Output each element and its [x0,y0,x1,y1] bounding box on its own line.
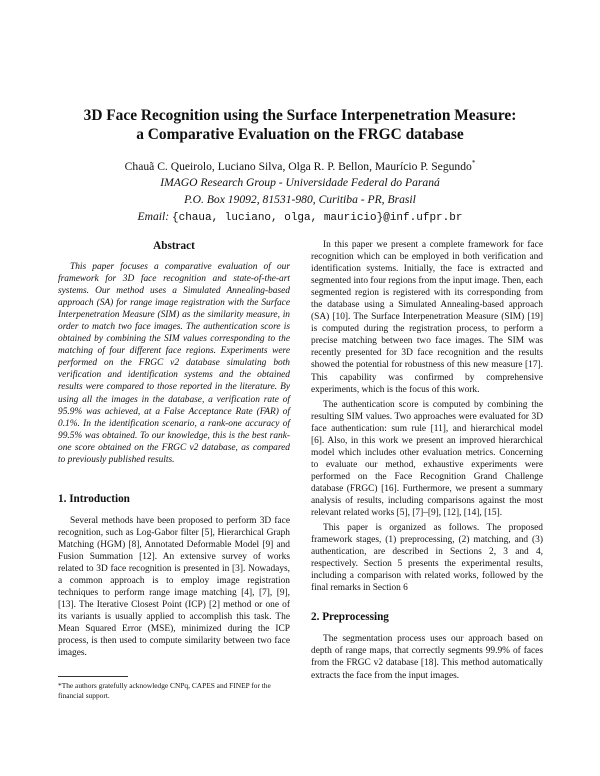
author-address: P.O. Box 19092, 81531-980, Curitiba - PR, Brasil [184,193,416,207]
abstract-text: This paper focuses a comparative evaluation of our framework for 3D face recognition and state-of-the-art systems. Our method uses a Simulated Annealing-based approach (SA) for range image registration with the Surface Interpenetration Measure (SIM) as the similarity measure, in order to match two face images. The authentication score is obtained by combining the SIM values corresponding to the matching of four different face regions. Experiments were performed on the FRGC v2 database simulating both verification and identification systems and the obtained results were compared to those reported in the literature. By using all the images in the database, a verification rate of 95.9% was achieved, at a False Acceptance Rate (FAR) of 0.1%. In the identification scenario, a rank-one accuracy of 99.5% was obtained. To our knowledge, this is the best rank-one score obtained on the FRGC v2 database, as compared to previously published results. [58,262,290,465]
email-label: Email: [137,209,170,223]
introduction-paragraph-1: Several methods have been proposed to perform 3D face recognition, such as Log-Gabor filter [5], Hierarchical Graph Matching (HGM) [8], Annotated Deformable Model [9] and Fusion Summation [12]. An extensive survey of works related to 3D face recognition is presented in [3]. Nowadays, a common approach is to employ image registration techniques to perform range image matching [4], [7], [9], [13]. The Iterative Closest Point (ICP) [2] method or one of its variants is usually applied to accomplish this task. The Mean Squared Error (MSE), minimized during the ICP process, is then used to compute similarity between two face images. [58,515,290,659]
author-names [40,155,560,175]
title-line-2: a Comparative Evaluation on the FRGC database [136,126,464,143]
footnote: *The authors gratefully acknowledge CNPq, CAPES and FINEP for the financial support. [58,681,271,700]
footnote-rule [58,676,128,677]
author-affiliation: IMAGO Research Group - Universidade Federal do Paraná [160,176,440,190]
preprocessing-paragraph-1: The segmentation process uses our approach based on depth of range maps, that correctly segments 99.9% of faces from the FRGC v2 database [18]. This method automatically extracts the face from the input images. [311,634,543,681]
paper-title [40,106,560,144]
intro-paragraph-3: The authentication score is computed by combining the resulting SIM values. Two approaches were evaluated for 3D face authentication: sum rule [11], and hierarchical model [6]. Also, in this work we present an improved hierarchical model which includes other evaluation metrics. Concerning to evaluate our method, exhaustive experiments were performed on the Face Recognition Grand Challenge database (FRGC) [16]. Furthermore, we present a summary analysis of results, including comparisons against the most relevant related works [5], [7]–[9], [12], [14], [15]. [311,399,543,519]
title-line-1: 3D Face Recognition using the Surface Interpenetration Measure: [83,107,517,124]
left-column [58,239,290,662]
author-block [40,155,560,226]
abstract-heading: Abstract [153,240,195,252]
right-column [311,239,543,685]
preprocessing-heading: 2. Preprocessing [311,611,389,624]
intro-paragraph-4: This paper is organized as follows. The proposed framework stages, (1) preprocessing, (2) matching, and (3) authentication, are described in Sections 2, 3 and 4, respectively. Section 5 presents the experimental results, including a comparison with related works, followed by the final remarks in Section 6 [311,523,543,594]
intro-paragraph-2: In this paper we present a complete framework for face recognition which can be employed in both verification and identification systems. Initially, the face is extracted and segmented into four regions from the input image. Then, each segmented region is registered with its corresponding from the database using a Simulated Annealing-based approach (SA) [10]. The Surface Interpenetration Measure (SIM) [19] is computed during the registration process, to perform a precise matching between two face images. The SIM was recently presented for 3D face recognition and the results showed the potential for robustness of this new measure [17]. This capability was confirmed by comprehensive experiments, which is the focus of this work. [311,240,543,395]
footnote-mark: * [471,159,476,167]
introduction-heading: 1. Introduction [58,492,130,505]
email-address: {chaua, luciano, olga, mauricio}@inf.ufpr.br [172,211,463,224]
author-names-text: Chauã C. Queirolo, Luciano Silva, Olga R. P. Bellon, Maurício P. Segundo [124,159,472,173]
author-email [40,209,560,227]
